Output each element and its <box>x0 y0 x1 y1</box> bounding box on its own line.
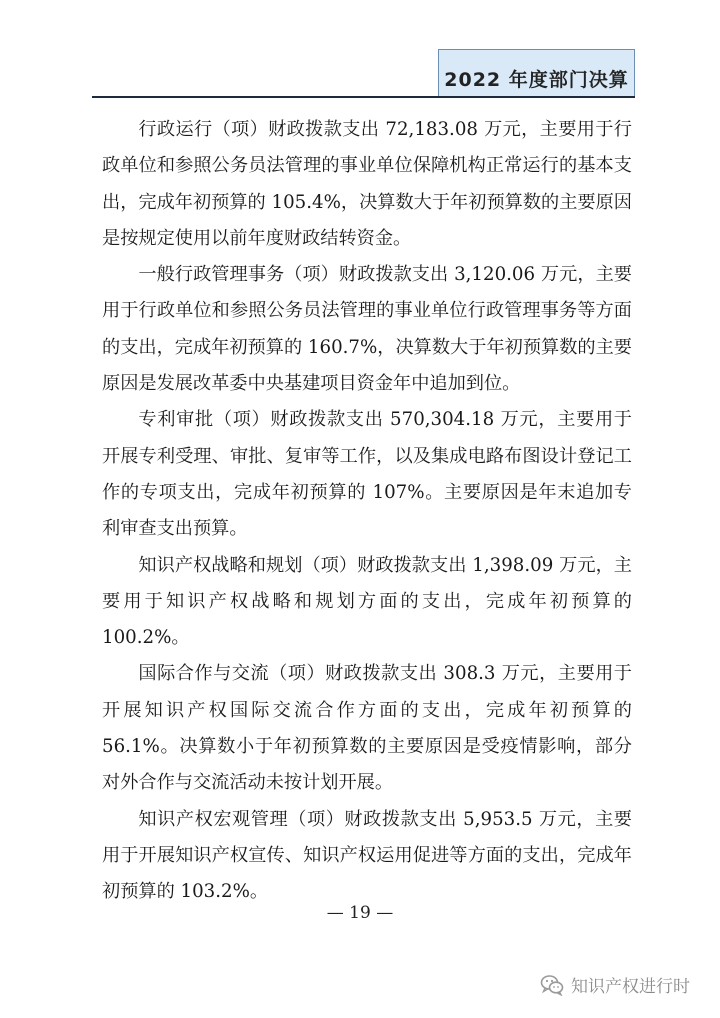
watermark <box>540 972 690 997</box>
header-divider <box>92 96 635 98</box>
paragraph-general-administration: 一般行政管理事务（项）财政拨款支出 3,120.06 万元，主要用于行政单位和参照公务员法管理的事业单位行政管理事务等方面的支出，完成年初预算的 160.7%，决算数大于年初预算数的主要原因是发展改革委中央基建项目资金年中追加到位。 <box>102 264 632 395</box>
header-tab <box>438 49 635 97</box>
paragraph-ip-strategy-planning: 知识产权战略和规划（项）财政拨款支出 1,398.09 万元，主要用于知识产权战略和规划方面的支出，完成年初预算的 100.2%。 <box>102 554 632 649</box>
paragraph-patent-examination: 专利审批（项）财政拨款支出 570,304.18 万元，主要用于开展专利受理、审批、复审等工作，以及集成电路布图设计登记工作的专项支出，完成年初预算的 107%。主要原因是年末追加专利审查支出预算。 <box>102 409 632 540</box>
wechat-icon <box>540 974 564 996</box>
paragraph-ip-macro-management: 知识产权宏观管理（项）财政拨款支出 5,953.5 万元，主要用于开展知识产权宣传、知识产权运用促进等方面的支出，完成年初预算的 103.2%。 <box>102 808 632 903</box>
paragraph-administrative-operation: 行政运行（项）财政拨款支出 72,183.08 万元，主要用于行政单位和参照公务员法管理的事业单位保障机构正常运行的基本支出，完成年初预算的 105.4%，决算数大于年初预算数的主要原因是按规定使用以前年度财政结转资金。 <box>102 119 632 249</box>
page-number: — 19 — <box>326 903 394 923</box>
document-body <box>102 112 632 911</box>
header-title: 2022 年度部门决算 <box>444 69 629 91</box>
paragraph-international-cooperation: 国际合作与交流（项）财政拨款支出 308.3 万元，主要用于开展知识产权国际交流合作方面的支出，完成年初预算的 56.1%。决算数小于年初预算数的主要原因是受疫情影响，部分对外合作与交流活动未按计划开展。 <box>102 663 632 794</box>
watermark-text: 知识产权进行时 <box>571 977 690 997</box>
